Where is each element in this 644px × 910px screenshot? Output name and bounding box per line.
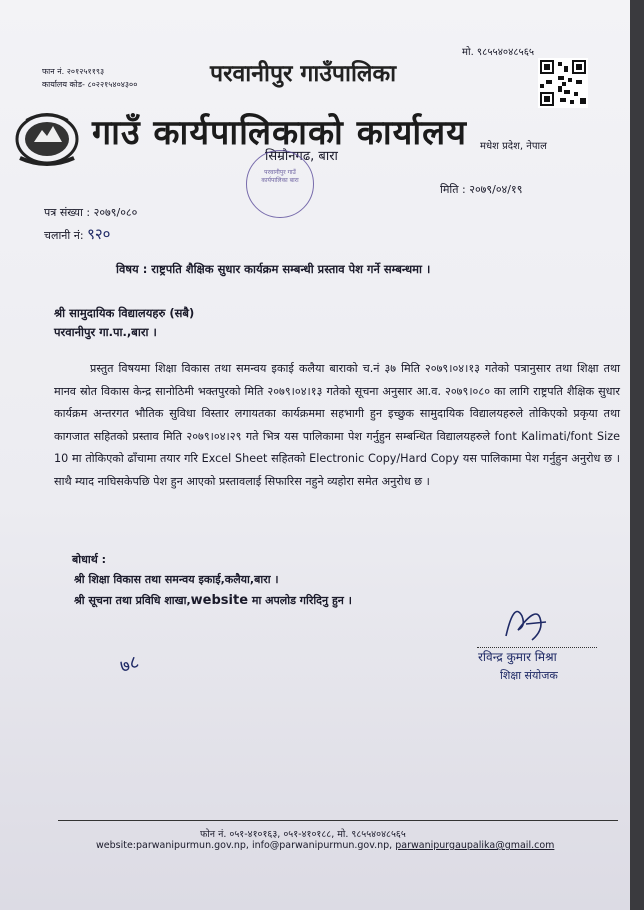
footer-phones: फोन नं. ०५१-४१०१६३, ०५१-४१०१८८, मो. ९८५५४०४८५६५ [200, 829, 406, 840]
cc-line-1: श्री शिक्षा विकास तथा समन्वय इकाई,कलैया,बारा । [74, 573, 279, 586]
dispatch-number-row [44, 224, 110, 244]
footer-contact [96, 840, 554, 851]
cc-website-word: website [190, 593, 249, 608]
addressee-line-1: श्री सामुदायिक विद्यालयहरु (सबै) [54, 306, 195, 320]
cc-label: बोधार्थ : [72, 553, 107, 566]
addressee-line-2: परवानीपुर गा.पा.,बारा । [54, 325, 157, 339]
stamp-text: परवानीपुर गाउँ कार्यपालिका बारा [261, 169, 299, 184]
footer-website: website:parwanipurmun.gov.np, info@parwanipurmun.gov.np, [96, 840, 396, 851]
cc-line-2-suffix: मा अपलोड गरिदिनु हुन । [248, 594, 352, 607]
nepal-emblem-icon [12, 108, 82, 170]
background-edge [630, 0, 644, 910]
signatory-title: शिक्षा संयोजक [500, 669, 558, 682]
mobile-number: मो. ९८५५४०४८५६५ [462, 47, 535, 58]
cc-line-2-prefix: श्री सूचना तथा प्रविधि शाखा, [74, 594, 191, 607]
footer-email: parwanipurgaupalika@gmail.com [395, 840, 555, 851]
letter-subject: विषय : राष्ट्रपति शैक्षिक सुधार कार्यक्रम सम्बन्धी प्रस्ताव पेश गर्ने सम्बन्धमा । [116, 262, 431, 276]
office-title: गाउँ कार्यपालिकाको कार्यालय [92, 113, 467, 153]
province: मधेश प्रदेश, नेपाल [480, 141, 547, 152]
letter-body: प्रस्तुत विषयमा शिक्षा विकास तथा समन्वय इकाई कलैया बाराको च.नं ३७ मिति २०७९।०४।१३ गतेको पत्रानुसार तथा शिक्षा तथा मानव स्रोत विकास केन्द्र सानोठिमी भक्तपुरको मिति २०७९।०४।१३ गतेको सूचना अनुसार आ.व. २०७९।०८० का लागि राष्ट्रपति शैक्षिक सुधार कार्यक्रम अन्तरगत भौतिक सुविधा विस्तार लगायतका कार्यक्रममा सहभागी हुन इच्छुक सामुदायिक विद्यालयहरुले तोकिएको प्रकृया तथा कागजात सहितको प्रस्ताव मिति २०७९।०४।२९ गते भित्र यस पालिकामा पेश गर्नुहुन सम्बन्धित विद्यालयहरुले font Kalimati/font Size 10 मा तोकिएको ढाँचामा तयार गरि Excel Sheet सहितको Electronic Copy/Hard Copy यस पालिकामा पेश गर्नुहुन अनुरोध छ । साथै म्याद नाघिसकेपछि पेश हुन आएको प्रस्तावलाई सिफारिस नहुने व्यहोरा समेत अनुरोध छ । [54, 362, 620, 488]
dispatch-label: चलानी नं: [44, 229, 84, 242]
phone-number: फान नं. २०१२५११९३ [42, 67, 105, 76]
signature-scribble [496, 596, 556, 646]
signatory-name: रविन्द्र कुमार मिश्रा [478, 650, 557, 664]
office-stamp [246, 150, 314, 218]
office-code: कार्यालय कोड- ८०२२१५४०४३०० [42, 80, 138, 89]
handwritten-note: ७८ [117, 651, 142, 678]
office-location: सिम्रौनगढ, बारा [265, 149, 338, 164]
qr-code-icon [538, 58, 588, 108]
footer-divider [58, 820, 618, 821]
reference-number: पत्र संख्या : २०७९/०८० [44, 206, 138, 219]
municipality-name: परवानीपुर गाउँपालिका [210, 61, 397, 87]
cc-line-2 [74, 593, 352, 608]
dispatch-number: ९२० [87, 225, 111, 243]
letter-date: मिति : २०७९/०४/१९ [440, 183, 523, 196]
